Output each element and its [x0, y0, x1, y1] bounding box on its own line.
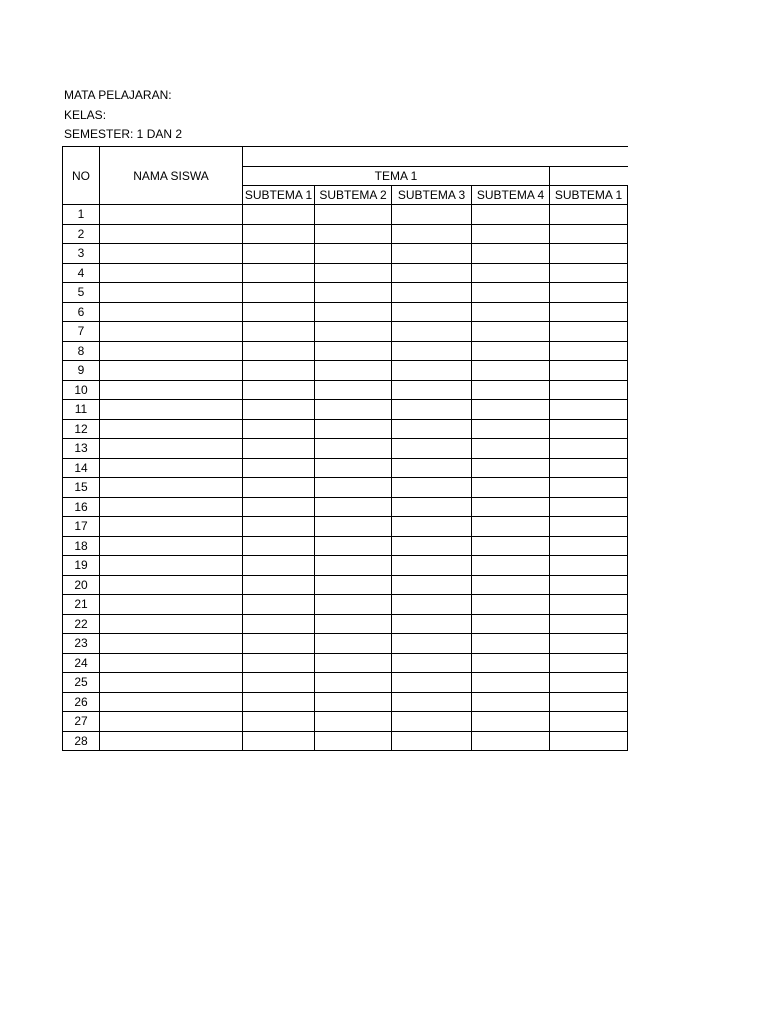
- table-row: [63, 517, 628, 537]
- score-cell[interactable]: [472, 731, 550, 751]
- score-cell[interactable]: [550, 517, 628, 537]
- score-cell[interactable]: [550, 263, 628, 283]
- table-row: [63, 419, 628, 439]
- student-name-cell[interactable]: [100, 556, 243, 576]
- score-cell[interactable]: [392, 634, 472, 654]
- score-cell[interactable]: [315, 673, 392, 693]
- student-name-cell[interactable]: [100, 361, 243, 381]
- score-cell[interactable]: [243, 634, 315, 654]
- header-student-name: NAMA SISWA: [100, 147, 243, 205]
- score-cell[interactable]: [243, 302, 315, 322]
- student-name-cell[interactable]: [100, 517, 243, 537]
- score-cell[interactable]: [315, 263, 392, 283]
- student-name-cell[interactable]: [100, 712, 243, 732]
- score-cell[interactable]: [392, 692, 472, 712]
- score-cell[interactable]: [315, 712, 392, 732]
- score-cell[interactable]: [472, 556, 550, 576]
- student-name-cell[interactable]: [100, 302, 243, 322]
- score-cell[interactable]: [472, 614, 550, 634]
- score-cell[interactable]: [550, 458, 628, 478]
- score-cell[interactable]: [392, 439, 472, 459]
- score-cell[interactable]: [243, 614, 315, 634]
- score-cell[interactable]: [392, 400, 472, 420]
- document-header: [64, 86, 182, 145]
- student-name-cell[interactable]: [100, 614, 243, 634]
- student-name-cell[interactable]: [100, 458, 243, 478]
- score-cell[interactable]: [472, 302, 550, 322]
- score-cell[interactable]: [392, 263, 472, 283]
- row-number-cell: 5: [63, 283, 100, 303]
- student-name-cell[interactable]: [100, 244, 243, 264]
- table-row: [63, 458, 628, 478]
- table-row: [63, 653, 628, 673]
- score-cell[interactable]: [315, 575, 392, 595]
- score-cell[interactable]: [472, 244, 550, 264]
- row-number-cell: 24: [63, 653, 100, 673]
- score-cell[interactable]: [472, 595, 550, 615]
- score-cell[interactable]: [392, 731, 472, 751]
- score-cell[interactable]: [472, 575, 550, 595]
- score-cell[interactable]: [472, 673, 550, 693]
- semester-label: SEMESTER: 1 DAN 2: [64, 127, 183, 141]
- score-cell[interactable]: [550, 322, 628, 342]
- student-name-cell[interactable]: [100, 497, 243, 517]
- row-number-cell: 19: [63, 556, 100, 576]
- header-subtheme: SUBTEMA 1: [243, 186, 315, 205]
- row-number-cell: 22: [63, 614, 100, 634]
- table-row: [63, 322, 628, 342]
- score-cell[interactable]: [550, 653, 628, 673]
- row-number-cell: 7: [63, 322, 100, 342]
- row-number-cell: 27: [63, 712, 100, 732]
- score-cell[interactable]: [315, 536, 392, 556]
- student-name-cell[interactable]: [100, 322, 243, 342]
- score-cell[interactable]: [550, 361, 628, 381]
- score-cell[interactable]: [472, 263, 550, 283]
- score-cell[interactable]: [315, 283, 392, 303]
- score-cell[interactable]: [315, 478, 392, 498]
- row-number-cell: 20: [63, 575, 100, 595]
- header-theme-next: [550, 167, 628, 186]
- score-cell[interactable]: [472, 224, 550, 244]
- score-cell[interactable]: [550, 400, 628, 420]
- score-cell[interactable]: [315, 341, 392, 361]
- header-subtheme: SUBTEMA 3: [392, 186, 472, 205]
- score-cell[interactable]: [472, 283, 550, 303]
- table-row: [63, 400, 628, 420]
- student-name-cell[interactable]: [100, 595, 243, 615]
- score-cell[interactable]: [392, 595, 472, 615]
- student-name-cell[interactable]: [100, 673, 243, 693]
- student-name-cell[interactable]: [100, 419, 243, 439]
- student-name-cell[interactable]: [100, 692, 243, 712]
- score-cell[interactable]: [243, 731, 315, 751]
- score-cell[interactable]: [550, 244, 628, 264]
- score-cell[interactable]: [392, 322, 472, 342]
- score-cell[interactable]: [243, 224, 315, 244]
- student-name-cell[interactable]: [100, 634, 243, 654]
- score-cell[interactable]: [243, 497, 315, 517]
- table-row: [63, 205, 628, 225]
- table-row: [63, 244, 628, 264]
- score-cell[interactable]: [392, 614, 472, 634]
- row-number-cell: 9: [63, 361, 100, 381]
- score-cell[interactable]: [550, 419, 628, 439]
- score-cell[interactable]: [315, 244, 392, 264]
- score-cell[interactable]: [243, 595, 315, 615]
- score-cell[interactable]: [315, 458, 392, 478]
- score-cell[interactable]: [392, 458, 472, 478]
- row-number-cell: 1: [63, 205, 100, 225]
- student-name-cell[interactable]: [100, 205, 243, 225]
- score-cell[interactable]: [315, 224, 392, 244]
- score-cell[interactable]: [472, 380, 550, 400]
- score-cell[interactable]: [243, 263, 315, 283]
- score-cell[interactable]: [243, 322, 315, 342]
- score-cell[interactable]: [243, 341, 315, 361]
- score-cell[interactable]: [315, 692, 392, 712]
- score-cell[interactable]: [392, 361, 472, 381]
- score-cell[interactable]: [550, 614, 628, 634]
- score-cell[interactable]: [315, 380, 392, 400]
- score-cell[interactable]: [243, 458, 315, 478]
- table-row: [63, 731, 628, 751]
- student-name-cell[interactable]: [100, 575, 243, 595]
- student-name-cell[interactable]: [100, 439, 243, 459]
- score-cell[interactable]: [315, 361, 392, 381]
- score-cell[interactable]: [243, 419, 315, 439]
- header-blank-band: [243, 147, 628, 167]
- table-row: [63, 712, 628, 732]
- student-name-cell[interactable]: [100, 380, 243, 400]
- row-number-cell: 26: [63, 692, 100, 712]
- table-row: [63, 439, 628, 459]
- student-name-cell[interactable]: [100, 653, 243, 673]
- table-row: [63, 692, 628, 712]
- score-cell[interactable]: [392, 712, 472, 732]
- score-cell[interactable]: [392, 224, 472, 244]
- score-cell[interactable]: [392, 302, 472, 322]
- table-row: [63, 283, 628, 303]
- score-cell[interactable]: [472, 341, 550, 361]
- score-cell[interactable]: [472, 478, 550, 498]
- score-cell[interactable]: [550, 283, 628, 303]
- student-name-cell[interactable]: [100, 263, 243, 283]
- score-cell[interactable]: [243, 712, 315, 732]
- score-cell[interactable]: [315, 517, 392, 537]
- score-cell[interactable]: [550, 205, 628, 225]
- score-cell[interactable]: [472, 205, 550, 225]
- row-number-cell: 14: [63, 458, 100, 478]
- row-number-cell: 13: [63, 439, 100, 459]
- score-cell[interactable]: [392, 283, 472, 303]
- score-cell[interactable]: [392, 653, 472, 673]
- row-number-cell: 10: [63, 380, 100, 400]
- score-cell[interactable]: [243, 439, 315, 459]
- score-cell[interactable]: [472, 458, 550, 478]
- score-cell[interactable]: [243, 556, 315, 576]
- score-cell[interactable]: [392, 380, 472, 400]
- score-cell[interactable]: [472, 400, 550, 420]
- score-cell[interactable]: [315, 322, 392, 342]
- table-row: [63, 556, 628, 576]
- student-name-cell[interactable]: [100, 224, 243, 244]
- score-cell[interactable]: [550, 634, 628, 654]
- score-cell[interactable]: [315, 731, 392, 751]
- score-cell[interactable]: [315, 497, 392, 517]
- score-cell[interactable]: [243, 653, 315, 673]
- header-subtheme: SUBTEMA 4: [472, 186, 550, 205]
- score-cell[interactable]: [550, 731, 628, 751]
- score-cell[interactable]: [243, 244, 315, 264]
- row-number-cell: 23: [63, 634, 100, 654]
- score-cell[interactable]: [315, 653, 392, 673]
- score-cell[interactable]: [550, 497, 628, 517]
- row-number-cell: 28: [63, 731, 100, 751]
- score-cell[interactable]: [550, 224, 628, 244]
- row-number-cell: 18: [63, 536, 100, 556]
- score-cell[interactable]: [315, 400, 392, 420]
- table-row: [63, 575, 628, 595]
- score-cell[interactable]: [243, 478, 315, 498]
- row-number-cell: 25: [63, 673, 100, 693]
- score-cell[interactable]: [243, 205, 315, 225]
- score-cell[interactable]: [243, 692, 315, 712]
- score-cell[interactable]: [472, 497, 550, 517]
- table-row: [63, 341, 628, 361]
- score-cell[interactable]: [392, 341, 472, 361]
- score-cell[interactable]: [550, 575, 628, 595]
- score-cell[interactable]: [315, 205, 392, 225]
- row-number-cell: 8: [63, 341, 100, 361]
- score-cell[interactable]: [550, 556, 628, 576]
- score-cell[interactable]: [392, 419, 472, 439]
- score-cell[interactable]: [315, 614, 392, 634]
- score-cell[interactable]: [392, 673, 472, 693]
- score-cell[interactable]: [243, 361, 315, 381]
- student-name-cell[interactable]: [100, 731, 243, 751]
- table-row: [63, 224, 628, 244]
- row-number-cell: 2: [63, 224, 100, 244]
- score-cell[interactable]: [550, 439, 628, 459]
- score-cell[interactable]: [392, 244, 472, 264]
- header-subtheme: SUBTEMA 1: [550, 186, 628, 205]
- row-number-cell: 16: [63, 497, 100, 517]
- score-cell[interactable]: [392, 575, 472, 595]
- table-row: [63, 614, 628, 634]
- score-cell[interactable]: [392, 497, 472, 517]
- table-row: [63, 634, 628, 654]
- header-theme-1: TEMA 1: [243, 167, 550, 186]
- score-cell[interactable]: [472, 419, 550, 439]
- table-row: [63, 595, 628, 615]
- score-cell[interactable]: [472, 322, 550, 342]
- row-number-cell: 15: [63, 478, 100, 498]
- score-cell[interactable]: [315, 556, 392, 576]
- score-cell[interactable]: [392, 478, 472, 498]
- score-cell[interactable]: [392, 536, 472, 556]
- score-cell[interactable]: [315, 302, 392, 322]
- score-cell[interactable]: [243, 673, 315, 693]
- table-row: [63, 673, 628, 693]
- student-name-cell[interactable]: [100, 536, 243, 556]
- score-cell[interactable]: [550, 712, 628, 732]
- row-number-cell: 6: [63, 302, 100, 322]
- table-row: [63, 302, 628, 322]
- score-cell[interactable]: [472, 634, 550, 654]
- score-cell[interactable]: [315, 439, 392, 459]
- score-cell[interactable]: [550, 595, 628, 615]
- score-cell[interactable]: [472, 692, 550, 712]
- score-cell[interactable]: [472, 517, 550, 537]
- score-cell[interactable]: [550, 692, 628, 712]
- student-name-cell[interactable]: [100, 400, 243, 420]
- header-no: NO: [63, 147, 100, 205]
- score-cell[interactable]: [243, 575, 315, 595]
- score-cell[interactable]: [550, 341, 628, 361]
- subject-label: MATA PELAJARAN:: [64, 88, 172, 102]
- score-cell[interactable]: [472, 536, 550, 556]
- table-row: [63, 361, 628, 381]
- score-cell[interactable]: [315, 595, 392, 615]
- row-number-cell: 12: [63, 419, 100, 439]
- score-cell[interactable]: [243, 283, 315, 303]
- score-cell[interactable]: [392, 556, 472, 576]
- class-label: KELAS:: [64, 107, 107, 122]
- score-cell[interactable]: [472, 361, 550, 381]
- student-name-cell[interactable]: [100, 341, 243, 361]
- score-cell[interactable]: [392, 205, 472, 225]
- score-cell[interactable]: [550, 673, 628, 693]
- student-score-table: [62, 146, 628, 751]
- student-name-cell[interactable]: [100, 283, 243, 303]
- score-cell[interactable]: [550, 536, 628, 556]
- score-cell[interactable]: [315, 634, 392, 654]
- score-cell[interactable]: [550, 478, 628, 498]
- score-cell[interactable]: [392, 517, 472, 537]
- score-cell[interactable]: [243, 380, 315, 400]
- row-number-cell: 17: [63, 517, 100, 537]
- row-number-cell: 21: [63, 595, 100, 615]
- score-cell[interactable]: [243, 400, 315, 420]
- score-cell[interactable]: [472, 653, 550, 673]
- score-cell[interactable]: [315, 419, 392, 439]
- row-number-cell: 3: [63, 244, 100, 264]
- score-cell[interactable]: [243, 536, 315, 556]
- table-row: [63, 536, 628, 556]
- table-row: [63, 497, 628, 517]
- table-row: [63, 380, 628, 400]
- table-top-band: [63, 147, 628, 167]
- row-number-cell: 4: [63, 263, 100, 283]
- row-number-cell: 11: [63, 400, 100, 420]
- table-row: [63, 263, 628, 283]
- score-cell[interactable]: [550, 380, 628, 400]
- table-row: [63, 478, 628, 498]
- score-cell[interactable]: [243, 517, 315, 537]
- score-cell[interactable]: [550, 302, 628, 322]
- header-subtheme: SUBTEMA 2: [315, 186, 392, 205]
- score-cell[interactable]: [472, 439, 550, 459]
- score-cell[interactable]: [472, 712, 550, 732]
- student-name-cell[interactable]: [100, 478, 243, 498]
